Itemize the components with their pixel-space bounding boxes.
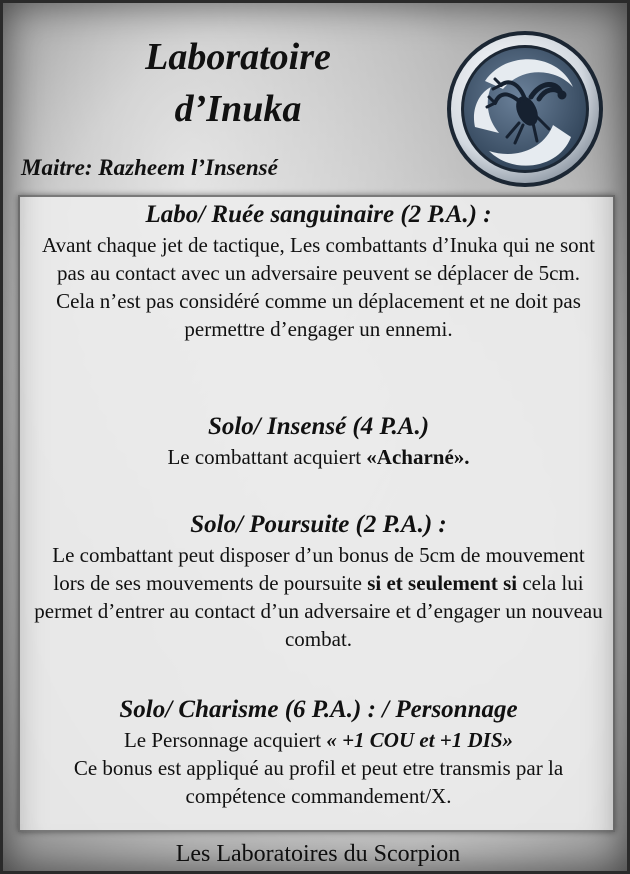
ability-keyword: «Acharné». bbox=[366, 445, 470, 469]
ability-keyword: si et seulement si bbox=[367, 571, 518, 595]
ability-paragraph: Ce bonus est appliqué au profil et peut etre transmis par la compétence commandement/X. bbox=[73, 756, 564, 808]
ability-paragraph: Avant chaque jet de tactique, Les combattants d’Inuka qui ne sont pas au contact avec un adversaire peuvent se déplacer de 5cm. bbox=[41, 233, 595, 285]
ability-title: Solo/ Poursuite (2 P.A.) : bbox=[190, 511, 447, 538]
card-title-line-2: d’Inuka bbox=[174, 88, 302, 130]
master-name: Maitre: Razheem l’Insensé bbox=[21, 155, 278, 180]
ability-title: Solo/ Insensé (4 P.A.) bbox=[207, 413, 430, 440]
ability-insense bbox=[20, 411, 617, 471]
ability-paragraph: Cela n’est pas considéré comme un déplacement et ne doit pas permettre d’engager un ennemi. bbox=[56, 289, 581, 341]
ability-ruee-sanguinaire bbox=[20, 199, 617, 343]
ability-paragraph bbox=[34, 726, 603, 754]
card-title bbox=[93, 31, 383, 135]
ability-charisme bbox=[20, 694, 617, 810]
scorpion-emblem-icon bbox=[445, 29, 605, 189]
ability-text bbox=[20, 726, 617, 810]
ability-text bbox=[20, 443, 617, 471]
ability-text-plain: Le combattant peut disposer d’un bonus de 5cm de mouvement lors de ses mouvements de poursuite bbox=[52, 543, 585, 595]
ability-poursuite bbox=[20, 509, 617, 653]
ability-text bbox=[20, 541, 617, 653]
ability-title: Solo/ Charisme (6 P.A.) : / Personnage bbox=[119, 696, 518, 723]
ability-title: Labo/ Ruée sanguinaire (2 P.A.) : bbox=[145, 201, 492, 228]
abilities-panel bbox=[18, 195, 615, 832]
ability-text-plain: Le Personnage acquiert bbox=[123, 728, 327, 752]
ability-text bbox=[20, 231, 617, 343]
ability-text-plain: cela lui permet d’entrer au contact d’un adversaire et d’engager un nouveau combat. bbox=[34, 571, 603, 651]
card-title-line-1: Laboratoire bbox=[145, 36, 331, 78]
card-footer: Les Laboratoires du Scorpion bbox=[175, 841, 461, 867]
ability-text-plain: Le combattant acquiert bbox=[167, 445, 367, 469]
ability-keyword: « +1 COU et +1 DIS» bbox=[326, 728, 514, 752]
